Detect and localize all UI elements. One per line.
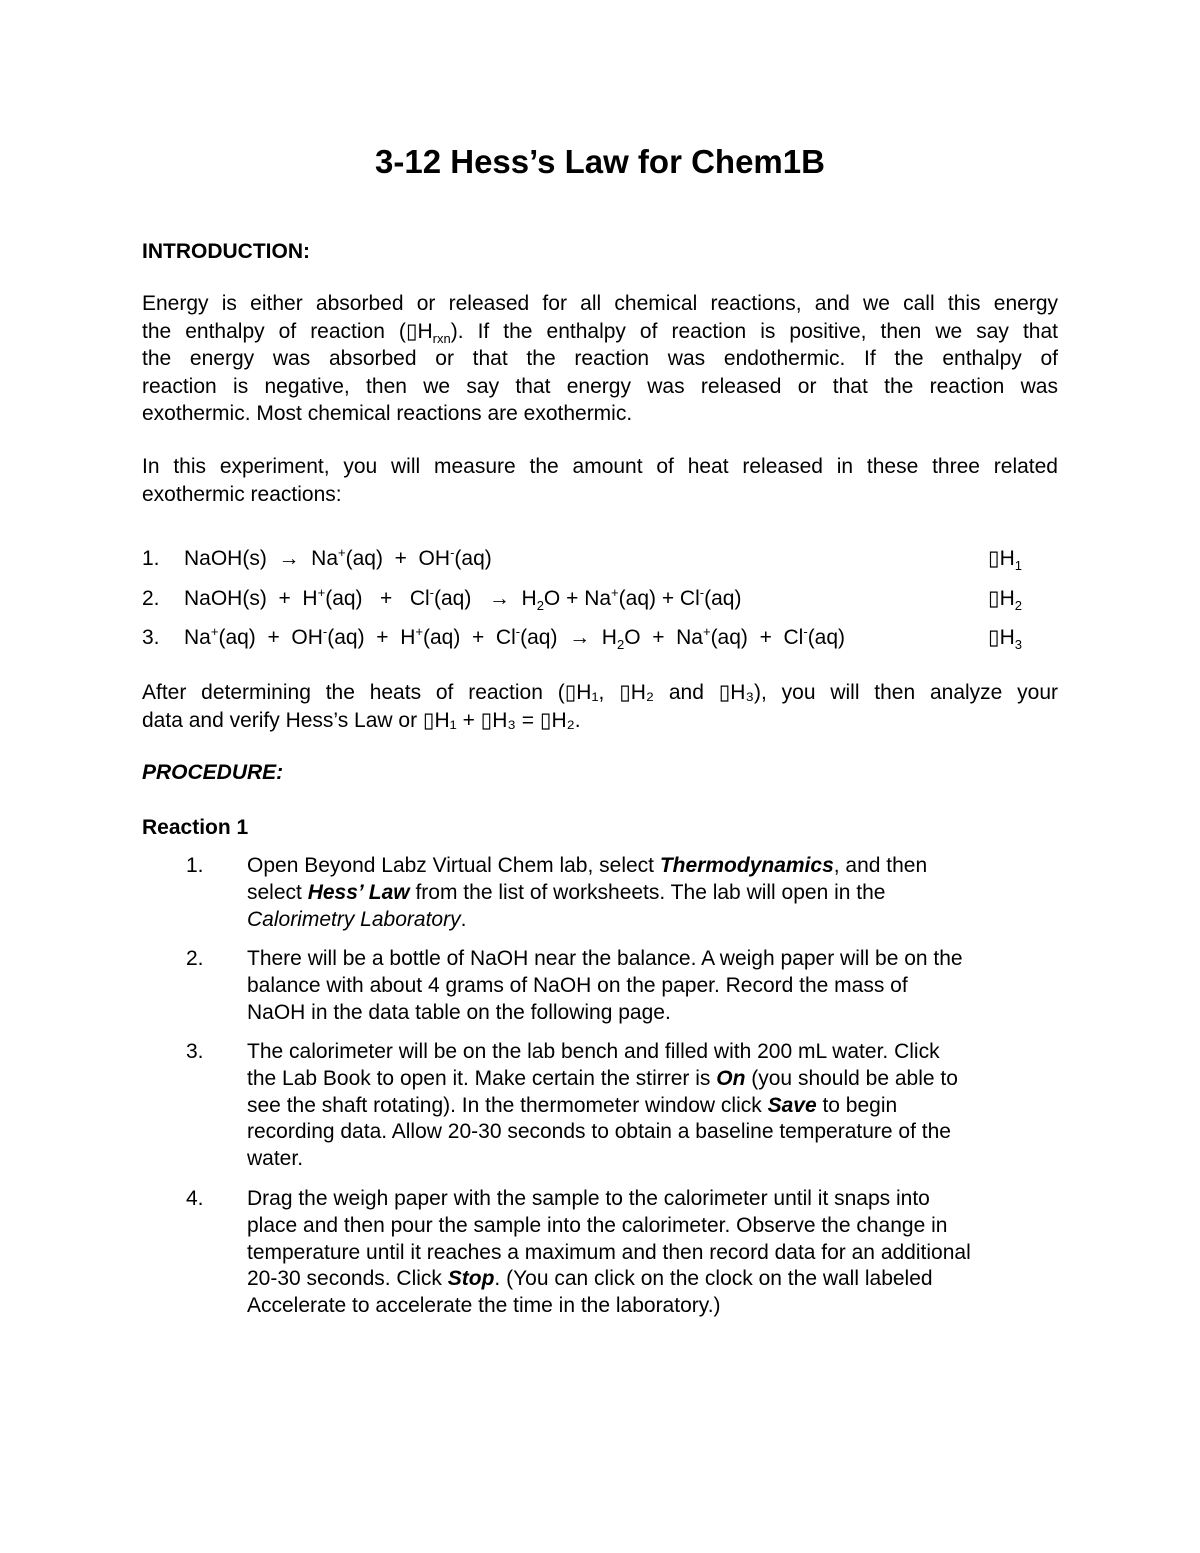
after-line-2: data and verify Hess’s Law or ▯H₁ + ▯H₃ = ▯H₂. [142, 708, 581, 732]
intro-line-4: reaction is negative, then we say that energy was released or that the reaction was [142, 374, 1058, 398]
intro-line-1: Energy is either absorbed or released for all chemical reactions, and we call this energy [142, 292, 1058, 315]
enthalpy-label: $▯H_3$ [988, 626, 1022, 653]
intro-paragraph-2 [142, 453, 1058, 508]
step-number: 2. [186, 947, 204, 970]
reaction-formula: NaOH(s) → Na+(aq) + OH-(aq) [184, 545, 492, 570]
reaction-1-heading: Reaction 1 [142, 816, 249, 839]
step-text: The calorimeter will be on the lab bench and filled with 200 mL water. Click the Lab Book to open it. Make certain the stirrer is On (you should be able to see the shaft rotating). In the thermometer window click Save to begin recording data. Allow 20-30 seconds to obtain a baseline temperature of the water. [247, 1040, 958, 1171]
after-line-1: After determining the heats of reaction (▯H₁, ▯H₂ and ▯H₃), you will then analyze your [142, 681, 1059, 704]
step-number: 4. [186, 1187, 204, 1210]
intro-line-2: the enthalpy of reaction $(▯H_{rxn})$. If the enthalpy of reaction is positive, then we say that [142, 319, 1058, 346]
reaction-number: 3. [142, 626, 160, 649]
reaction-number: 2. [142, 587, 160, 610]
reaction-formula: NaOH(s) + $H^+(aq) + Cl^-(aq) \to H_2O + Na^+(aq) + Cl^-(aq)$ [184, 585, 742, 614]
enthalpy-label: $▯H_2$ [988, 587, 1022, 614]
enthalpy-label: $▯H_1$ [988, 547, 1022, 574]
intro-line-5: exothermic. Most chemical reactions are exothermic. [142, 402, 633, 425]
introduction-heading: INTRODUCTION: [142, 240, 310, 263]
step-number: 3. [186, 1040, 204, 1063]
step-number: 1. [186, 854, 204, 877]
step-text: Open Beyond Labz Virtual Chem lab, select Thermodynamics, and then select Hess’ Law from the list of worksheets. The lab will open in the Calorimetry Laboratory. [247, 854, 928, 931]
after-paragraph [142, 679, 1058, 734]
intro2-line-2: exothermic reactions: [142, 482, 342, 506]
step-text: There will be a bottle of NaOH near the balance. A weigh paper will be on the balance with about 4 grams of NaOH on the paper. Record the mass of NaOH in the data table on the following page. [247, 947, 963, 1024]
intro-line-3: the energy was absorbed or that the reaction was endothermic. If the enthalpy of [142, 347, 1058, 370]
procedure-heading: PROCEDURE: [142, 761, 284, 784]
page-title: 3-12 Hess’s Law for Chem1B [375, 143, 825, 180]
reaction-number: 1. [142, 547, 160, 570]
step-text: Drag the weigh paper with the sample to the calorimeter until it snaps into place and then pour the sample into the calorimeter. Observe the change in temperature until it reaches a maximum and then record data for an additional 20-30 seconds. Click Stop. (You can click on the clock on the wall labeled Accelerate to accelerate the time in the laboratory.) [247, 1187, 971, 1318]
intro-paragraph-1 [142, 290, 1058, 428]
intro2-line-1: In this experiment, you will measure the amount of heat released in these three related [142, 455, 1058, 478]
reaction-formula: $Na^+(aq) + OH^-(aq) + H^+(aq) + Cl^-(aq) \to H_2O + Na^+(aq) + Cl^-(aq)$ [184, 624, 846, 653]
